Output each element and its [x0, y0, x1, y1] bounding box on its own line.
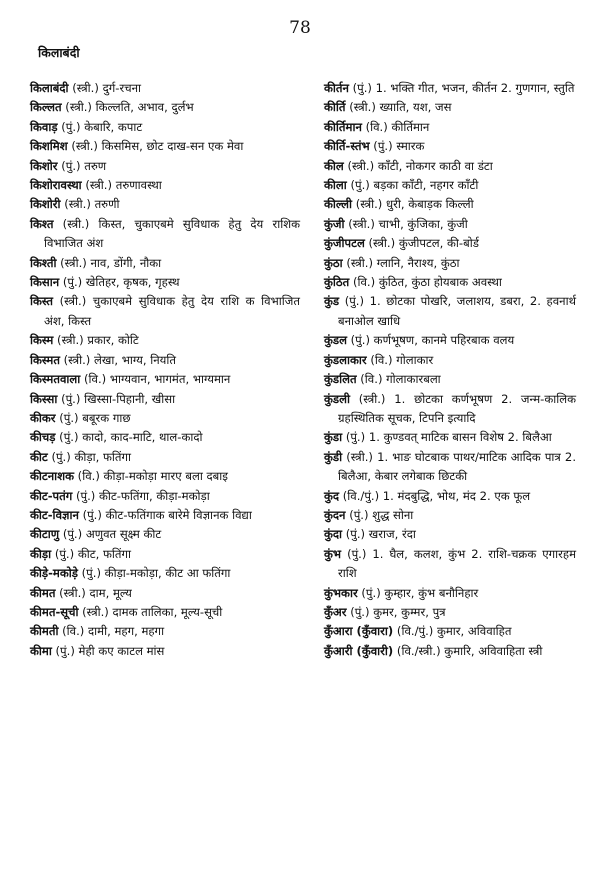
entry-definition: कीट-फतिंगाक बारेमे विज्ञानक विद्या [105, 507, 252, 522]
entry-part-of-speech: (पुं.) [345, 527, 366, 542]
entry-part-of-speech: (पुं.) [352, 81, 372, 95]
dictionary-entry [30, 603, 300, 622]
entry-headword: कुंठित [324, 275, 350, 290]
entry-definition: ग्लानि, नैराश्य, कुंठा [376, 255, 460, 270]
entry-headword: कुंभ [324, 546, 342, 561]
dictionary-entry [324, 118, 576, 137]
entry-part-of-speech: (स्त्री.) [358, 391, 386, 406]
entry-part-of-speech: (पुं.) [344, 294, 365, 309]
entry-part-of-speech: (वि.) [62, 624, 85, 639]
entry-part-of-speech: (स्त्री.) [72, 81, 99, 95]
entry-part-of-speech: (पुं.) [82, 507, 102, 522]
entry-definition: किसमिस, छोट दाख-सन एक मेवा [101, 139, 244, 154]
entry-part-of-speech: (स्त्री.) [59, 585, 86, 600]
dictionary-entry [324, 525, 576, 544]
entry-headword: कुंडा [324, 430, 343, 445]
entry-definition: खराज, रंदा [368, 527, 416, 542]
entry-headword: कीर्ति [324, 100, 346, 115]
dictionary-entry [30, 176, 300, 195]
entry-part-of-speech: (स्त्री.) [349, 100, 376, 115]
dictionary-entry [324, 390, 576, 429]
dictionary-entry [30, 622, 300, 641]
dictionary-entry [30, 506, 300, 525]
entry-headword: कीर्ति-स्तंभ [324, 139, 370, 154]
entry-headword: कीमत-सूची [30, 604, 79, 619]
entry-part-of-speech: (वि.) [360, 372, 383, 387]
entry-part-of-speech: (पुं.) [349, 507, 369, 522]
entry-definition: चाभी, कुंजिका, कुंजी [378, 216, 468, 231]
dictionary-entry [30, 118, 300, 137]
entry-definition: 1. भक्ति गीत, भजन, कीर्तन 2. गुणगान, स्तुति [375, 81, 575, 95]
entry-headword: किस्सा [30, 391, 58, 406]
dictionary-entry [30, 409, 300, 428]
entry-part-of-speech: (स्त्री.) [355, 197, 383, 212]
entry-part-of-speech: (वि.) [77, 469, 100, 484]
entry-part-of-speech: (वि.) [365, 119, 388, 134]
entry-part-of-speech: (वि.) [370, 352, 393, 367]
entry-headword: किवाड़ [30, 119, 58, 134]
entry-definition: 1. कुण्डवत् माटिक बासन विशेष 2. बिलैआ [368, 430, 552, 445]
entry-headword: कीमा [30, 643, 52, 658]
entry-definition: कीट, फतिंगा [77, 546, 132, 561]
dictionary-entry [30, 137, 300, 156]
entry-part-of-speech: (स्त्री.) [57, 333, 84, 348]
entry-headword: कुंडली [324, 391, 350, 406]
entry-part-of-speech: (स्त्री.) [346, 449, 373, 464]
entry-part-of-speech: (पुं.) [62, 527, 83, 542]
entry-headword: कीटनाशक [30, 469, 74, 484]
entry-headword: किश्त [30, 216, 54, 231]
entry-definition: दामी, महग, महगा [88, 624, 165, 639]
entry-definition: नाव, डोंगी, नौका [90, 255, 162, 270]
entry-part-of-speech: (वि./स्त्री.) [396, 643, 441, 658]
entry-headword: किल्लत [30, 100, 62, 115]
entry-part-of-speech: (स्त्री.) [82, 604, 109, 619]
entry-definition: धुरी, केबाड़क किल्ली [386, 197, 474, 212]
entry-headword: कुंडलित [324, 372, 357, 387]
entry-headword: किस्म [30, 333, 54, 348]
entry-headword: किशोर [30, 158, 58, 173]
entry-headword: कुंठा [324, 255, 343, 270]
dictionary-entry [30, 584, 300, 603]
dictionary-entry [324, 195, 576, 214]
entry-definition: तरुण [84, 158, 107, 173]
dictionary-entry [30, 564, 300, 583]
entry-definition: प्रकार, कोटि [87, 333, 139, 348]
entry-definition: दुर्ग-रचना [102, 81, 142, 95]
entry-headword: कुंद [324, 488, 340, 503]
entry-part-of-speech: (स्त्री.) [65, 100, 92, 115]
entry-part-of-speech: (स्त्री.) [346, 255, 373, 270]
entry-headword: कुंदा [324, 527, 343, 542]
entry-headword: कीमती [30, 624, 59, 639]
dictionary-entry [30, 331, 300, 350]
entry-definition: कीट-फतिंगा, कीड़ा-मकोड़ा [99, 488, 210, 503]
entry-part-of-speech: (स्त्री.) [348, 216, 375, 231]
entry-part-of-speech: (वि./पुं.) [396, 624, 434, 639]
dictionary-entry [30, 642, 300, 661]
entry-headword: कीड़े-मकोड़े [30, 566, 78, 581]
entry-definition: कुमारि, अविवाहिता स्त्री [444, 643, 543, 658]
entry-definition: शुद्ध सोना [372, 507, 414, 522]
dictionary-entry [324, 642, 576, 661]
entry-part-of-speech: (पुं.) [61, 391, 81, 406]
entry-headword: कुंजी [324, 216, 345, 231]
dictionary-entry [30, 448, 300, 467]
entry-headword: कुँआरा (कुँवारा) [324, 624, 394, 639]
entry-headword: किलाबंदी [30, 81, 69, 95]
entry-part-of-speech: (पुं.) [361, 585, 381, 600]
entry-part-of-speech: (पुं.) [61, 158, 81, 173]
entry-part-of-speech: (पुं.) [350, 604, 370, 619]
entry-definition: कीर्तिमान [391, 119, 430, 134]
dictionary-entry [324, 292, 576, 331]
entry-definition: ख्याति, यश, जस [379, 100, 452, 115]
entry-headword: कीकर [30, 410, 56, 425]
dictionary-entry [324, 622, 576, 641]
entry-definition: किल्लति, अभाव, दुर्लभ [95, 100, 194, 115]
dictionary-entry [30, 351, 300, 370]
entry-definition: किस्त, चुकाएबमे सुविधाक हेतु देय राशिक विभाजित अंश [44, 216, 301, 251]
entry-part-of-speech: (पुं.) [350, 178, 370, 193]
entry-definition: कर्णभूषण, कानमे पहिरबाक वलय [373, 333, 515, 348]
entry-part-of-speech: (स्त्री.) [347, 158, 375, 173]
entry-part-of-speech: (स्त्री.) [63, 352, 91, 367]
dictionary-entry [324, 176, 576, 195]
entry-part-of-speech: (पुं.) [373, 139, 393, 154]
dictionary-entry [30, 390, 300, 409]
entry-headword: कीड़ा [30, 546, 52, 561]
entry-definition: कुंठित, कुंठा होयबाक अवस्था [378, 275, 502, 290]
dictionary-entry [324, 157, 576, 176]
entry-definition: कुमार, अविवाहित [436, 624, 512, 639]
dictionary-entry [324, 506, 576, 525]
entry-part-of-speech: (पुं.) [59, 430, 79, 445]
entry-part-of-speech: (पुं.) [55, 643, 75, 658]
entry-definition: 1. छोटका पोखरि, जलाशय, डबरा, 2. हवनार्थ बनाओल खाधि [338, 294, 577, 328]
entry-headword: किशोरी [30, 197, 61, 212]
entry-part-of-speech: (पुं.) [345, 430, 366, 445]
entry-definition: गोलाकारबला [386, 372, 441, 387]
entry-definition: मेही कए काटल मांस [78, 643, 165, 658]
entry-part-of-speech: (स्त्री.) [64, 197, 91, 212]
entry-definition: 1. भाङ घोटबाक पाथर/माटिक आदिक पात्र 2. बिलैआ, केबार लगेबाक छिटकी [338, 449, 576, 484]
entry-headword: कीटाणु [30, 527, 60, 542]
entry-headword: कुँआरी (कुँवारी) [324, 643, 394, 658]
entry-part-of-speech: (स्त्री.) [62, 216, 90, 231]
dictionary-entry [30, 545, 300, 564]
entry-headword: कीला [324, 178, 347, 193]
entry-part-of-speech: (स्त्री.) [71, 139, 98, 154]
entry-part-of-speech: (स्त्री.) [60, 255, 87, 270]
entry-definition: कुमर, कुम्मर, पुत्र [373, 604, 446, 619]
entry-headword: कीमत [30, 585, 56, 600]
dictionary-entry [30, 79, 300, 98]
entry-part-of-speech: (पुं.) [59, 410, 79, 425]
entry-headword: किसान [30, 275, 60, 290]
dictionary-entry [324, 215, 576, 234]
entry-part-of-speech: (पुं.) [81, 566, 101, 581]
page-number: 78 [289, 18, 311, 38]
entry-headword: कुंदन [324, 507, 346, 522]
entry-headword: कुंडी [324, 449, 343, 464]
entry-part-of-speech: (पुं.) [75, 488, 96, 503]
dictionary-entry [30, 428, 300, 447]
dictionary-entry [30, 98, 300, 117]
dictionary-entry [324, 137, 576, 156]
entry-definition: 1. मंदबुद्धि, भोथ, मंद 2. एक फूल [382, 488, 531, 503]
dictionary-entry [30, 273, 300, 292]
entry-headword: किस्मतवाला [30, 372, 81, 387]
dictionary-entry [30, 467, 300, 486]
dictionary-entry [324, 370, 576, 389]
entry-definition: लेखा, भाग्य, नियति [94, 352, 176, 367]
entry-definition: कीड़ा, फतिंगा [74, 449, 132, 464]
entry-headword: कुंडलाकार [324, 352, 367, 367]
entry-headword: कीचड़ [30, 430, 56, 445]
entry-part-of-speech: (वि./पुं.) [342, 488, 380, 503]
entry-headword: कीट [30, 449, 48, 464]
entry-headword: किस्मत [30, 352, 60, 367]
dictionary-entry [324, 79, 576, 98]
dictionary-entry [30, 370, 300, 389]
dictionary-entry [324, 603, 576, 622]
entry-headword: किशमिश [30, 139, 68, 154]
dictionary-entry [324, 331, 576, 350]
entry-part-of-speech: (स्त्री.) [85, 178, 113, 193]
dictionary-entry [30, 195, 300, 214]
entry-definition: खेतिहर, कृषक, गृहस्थ [85, 275, 180, 290]
entry-definition: कीड़ा-मकोड़ा, कीट आ फतिंगा [104, 566, 231, 581]
dictionary-entry [30, 215, 300, 254]
entry-part-of-speech: (पुं.) [347, 546, 367, 561]
entry-definition: स्मारक [396, 139, 425, 154]
entry-headword: कुंडल [324, 333, 347, 348]
entry-definition: भाग्यवान, भागमंत, भाग्यमान [109, 372, 231, 387]
entry-definition: बड़का काँटी, नहगर काँटी [373, 178, 479, 193]
dictionary-entry [324, 234, 576, 253]
dictionary-entry [324, 351, 576, 370]
entry-definition: दामक तालिका, मूल्य-सूची [112, 604, 223, 619]
dictionary-entry [324, 545, 576, 584]
entry-headword: कीर्तन [324, 81, 349, 95]
entry-headword: कुँअर [324, 604, 347, 619]
entry-definition: कीड़ा-मकोड़ा मारए बला दबाइ [103, 469, 228, 484]
entry-headword: किस्त [30, 294, 54, 309]
dictionary-entry [324, 448, 576, 487]
left-column [30, 79, 300, 661]
dictionary-entry [324, 254, 576, 273]
entry-headword: कुंड [324, 294, 340, 309]
dictionary-entry [30, 254, 300, 273]
dictionary-entry [324, 428, 576, 447]
entry-definition: तरुणावस्था [115, 178, 162, 193]
entry-part-of-speech: (वि.) [352, 275, 376, 290]
entry-part-of-speech: (पुं.) [51, 449, 71, 464]
entry-headword: कीट-पतंग [30, 488, 73, 503]
entry-part-of-speech: (स्त्री.) [368, 236, 396, 251]
right-column [324, 79, 576, 661]
entry-definition: कुंजीपटल, की-बोर्ड [398, 236, 479, 251]
dictionary-entry [30, 292, 300, 331]
entry-definition: 1. घैल, कलश, कुंभ 2. राशि-चक्रक एगारहम राशि [338, 546, 577, 581]
entry-part-of-speech: (पुं.) [62, 275, 83, 290]
dictionary-entry [30, 157, 300, 176]
entry-headword: कीर्तिमान [324, 119, 362, 134]
entry-part-of-speech: (स्त्री.) [59, 294, 87, 309]
dictionary-entry [324, 584, 576, 603]
entry-definition: बबूरक गाछ [82, 410, 131, 425]
entry-definition: कुम्हार, कुंभ बनौनिहार [384, 585, 479, 600]
entry-definition: तरुणी [94, 197, 120, 212]
entry-definition: दाम, मूल्य [89, 585, 132, 600]
dictionary-entry [324, 98, 576, 117]
entry-part-of-speech: (पुं.) [54, 546, 75, 561]
entry-definition: केबारि, कपाट [84, 119, 143, 134]
dictionary-entry [324, 487, 576, 506]
entry-headword: किश्ती [30, 255, 57, 270]
entry-headword: कुंभकार [324, 585, 358, 600]
entry-definition: गोलाकार [396, 352, 434, 367]
entry-definition: काँटी, नोकगर काठी वा डंटा [377, 158, 493, 173]
entry-definition: 1. छोटका कर्णभूषण 2. जन्म-कालिक ग्रहस्थितिक सूचक, टिपनि इत्यादि [338, 391, 576, 425]
entry-part-of-speech: (वि.) [83, 372, 107, 387]
entry-headword: कुंजीपटल [324, 236, 365, 251]
entry-part-of-speech: (पुं.) [350, 333, 370, 348]
entry-headword: किशोरावस्था [30, 178, 82, 193]
entry-definition: चुकाएबमे सुविधाक हेतु देय राशि क विभाजित अंश, किस्त [44, 294, 300, 328]
entry-part-of-speech: (पुं.) [61, 119, 81, 134]
entry-headword: कीट-विज्ञान [30, 507, 79, 522]
entry-definition: कादो, काद-माटि, थाल-कादो [82, 430, 203, 445]
entry-headword: कील्ली [324, 197, 352, 212]
dictionary-entry [30, 487, 300, 506]
entry-definition: अणुवत सूक्ष्म कीट [85, 527, 162, 542]
dictionary-entry [324, 273, 576, 292]
entry-headword: कील [324, 158, 344, 173]
dictionary-entry [30, 525, 300, 544]
running-head: किलाबंदी [38, 45, 80, 60]
entry-definition: खिस्सा-पिहानी, खीसा [84, 391, 176, 406]
